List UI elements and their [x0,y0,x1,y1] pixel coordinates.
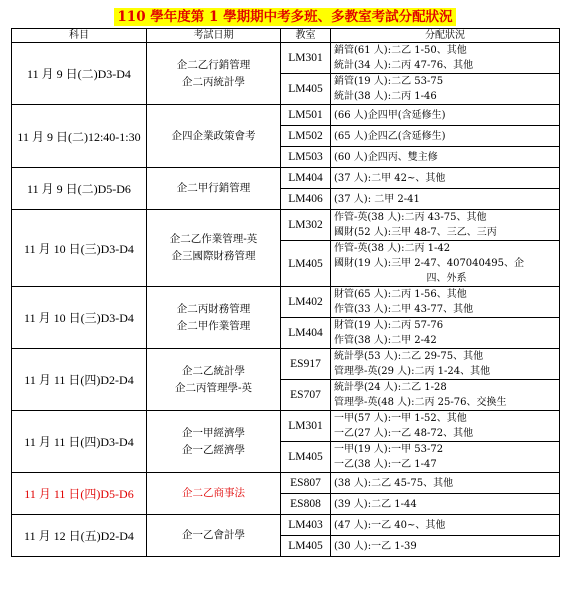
distribution-line: 財管(19 人):二丙 57-76 [334,320,444,331]
room-cell: LM301 [281,411,331,442]
title-container [0,6,570,26]
distribution-line: 一甲(57 人):一甲 1-52、其他 [334,413,467,424]
distribution-cell [331,126,560,147]
distribution-cell [331,210,560,241]
distribution-line: (30 人):一乙 1-39 [334,540,417,552]
room-cell: LM403 [281,515,331,536]
table-row [12,43,560,74]
room-cell: LM406 [281,189,331,210]
room-cell: LM402 [281,287,331,318]
distribution-cell [331,43,560,74]
table-row [12,287,560,318]
course-name: 企四企業政策會考 [171,129,256,142]
course-cell [147,515,281,557]
room-cell: LM405 [281,241,331,287]
room-cell: LM301 [281,43,331,74]
distribution-line: (37 人):二甲 42~、其他 [334,172,446,184]
course-name: 企一乙會計學 [182,529,245,541]
distribution-line: 統計學(24 人):二乙 1-28 [334,382,447,393]
distribution-line: 統計學(53 人):二乙 29-75、其他 [334,351,484,362]
course-cell [147,210,281,287]
table-row [12,411,560,442]
table-body [12,43,560,557]
distribution-line: 管理學-英(29 人):二丙 1-24、其他 [334,366,491,377]
distribution-cell [331,318,560,349]
distribution-line: 作管-英(38 人):二丙 1-42 [334,243,451,254]
distribution-cell [331,189,560,210]
distribution-line: (65 人)企四乙(含延修生) [334,130,446,142]
exam-date-cell: 11 月 9 日(二)D5-D6 [12,168,147,210]
distribution-line: (37 人): 二甲 2-41 [334,193,420,205]
exam-date-cell: 11 月 9 日(二)12:40-1:30 [12,105,147,168]
room-cell: ES808 [281,494,331,515]
room-cell: LM405 [281,536,331,557]
room-cell: LM404 [281,318,331,349]
distribution-line: 一乙(38 人):一乙 1-47 [334,459,437,470]
course-cell [147,43,281,105]
exam-date-cell: 11 月 11 日(四)D2-D4 [12,349,147,411]
header-room: 教室 [281,29,331,43]
table-row [12,473,560,494]
header-subject: 科目 [12,29,147,43]
distribution-cell [331,473,560,494]
course-cell [147,168,281,210]
table-row [12,515,560,536]
course-name: 企二丙統計學 [182,75,245,88]
table-row [12,168,560,189]
distribution-line: (47 人):一乙 40~、其他 [334,519,446,531]
exam-date-cell: 11 月 12 日(五)D2-D4 [12,515,147,557]
course-name: 企二甲作業管理 [176,319,251,332]
course-cell [147,287,281,349]
distribution-line: 財管(65 人):二丙 1-56、其他 [334,289,467,300]
exam-allocation-table [11,28,560,557]
distribution-line: 作管(38 人):二甲 2-42 [334,335,437,346]
table-row [12,210,560,241]
distribution-cell [331,380,560,411]
page-title: 110 學年度第 1 學期期中考多班、多教室考試分配狀況 [114,8,455,26]
distribution-line: 統計(34 人):二丙 47-76、其他 [334,60,474,71]
distribution-line: 一乙(27 人):一乙 48-72、其他 [334,428,474,439]
course-name: 企三國際財務管理 [171,250,256,262]
distribution-cell [331,442,560,473]
exam-date-cell: 11 月 10 日(三)D3-D4 [12,210,147,287]
distribution-line: (60 人)企四丙、雙主修 [334,151,438,163]
course-name: 企一甲經濟學 [182,426,245,439]
distribution-line: (39 人):二乙 1-44 [334,498,417,510]
distribution-line: (66 人)企四甲(含延修生) [334,109,446,121]
exam-date-cell: 11 月 11 日(四)D5-D6 [12,473,147,515]
header-row [12,29,560,43]
exam-date-cell: 11 月 10 日(三)D3-D4 [12,287,147,349]
course-cell [147,105,281,168]
course-name: 企二乙行銷管理 [176,58,251,71]
room-cell: LM501 [281,105,331,126]
exam-date-cell: 11 月 9 日(二)D3-D4 [12,43,147,105]
room-cell: LM404 [281,168,331,189]
distribution-cell [331,349,560,380]
distribution-cell [331,147,560,168]
course-name: 企一乙經濟學 [182,443,245,456]
room-cell: LM503 [281,147,331,168]
course-cell [147,473,281,515]
distribution-cell [331,105,560,126]
course-cell [147,349,281,411]
distribution-line: 管理學-英(48 人):二丙 25-76、交換生 [334,397,507,408]
course-name: 企二乙作業管理-英 [169,233,258,245]
exam-date-cell: 11 月 11 日(四)D3-D4 [12,411,147,473]
distribution-cell [331,168,560,189]
header-exam-date: 考試日期 [147,29,281,43]
course-name: 企二乙統計學 [182,364,245,377]
distribution-line: 銷管(19 人):二乙 53-75 [334,76,444,87]
distribution-line: 統計(38 人):二丙 1-46 [334,91,437,102]
course-name: 企二甲行銷管理 [176,182,251,194]
course-name: 企二丙管理學-英 [174,381,253,394]
distribution-cell [331,536,560,557]
course-name: 企二乙商事法 [182,487,245,499]
distribution-line: 作管-英(38 人):二丙 43-75、其他 [334,212,487,223]
room-cell: ES807 [281,473,331,494]
room-cell: ES917 [281,349,331,380]
distribution-line: 四、外系 [426,273,467,284]
room-cell: LM405 [281,442,331,473]
distribution-line: 銷管(61 人):二乙 1-50、其他 [334,45,467,56]
distribution-line: 作管(33 人):二甲 43-77、其他 [334,304,474,315]
distribution-cell [331,411,560,442]
distribution-line: 國財(19 人):三甲 2-47、407040495、企 [334,258,524,269]
distribution-cell [331,241,560,287]
distribution-cell [331,74,560,105]
distribution-line: 國財(52 人):三甲 48-7、三乙、三丙 [334,227,497,238]
room-cell: ES707 [281,380,331,411]
distribution-line: (38 人):二乙 45-75、其他 [334,477,454,489]
room-cell: LM405 [281,74,331,105]
distribution-cell [331,515,560,536]
table-row [12,105,560,126]
distribution-line: 一甲(19 人):一甲 53-72 [334,444,444,455]
distribution-cell [331,494,560,515]
room-cell: LM502 [281,126,331,147]
room-cell: LM302 [281,210,331,241]
course-name: 企二丙財務管理 [176,302,251,315]
table-row [12,349,560,380]
distribution-cell [331,287,560,318]
header-distribution: 分配狀況 [331,29,560,43]
course-cell [147,411,281,473]
